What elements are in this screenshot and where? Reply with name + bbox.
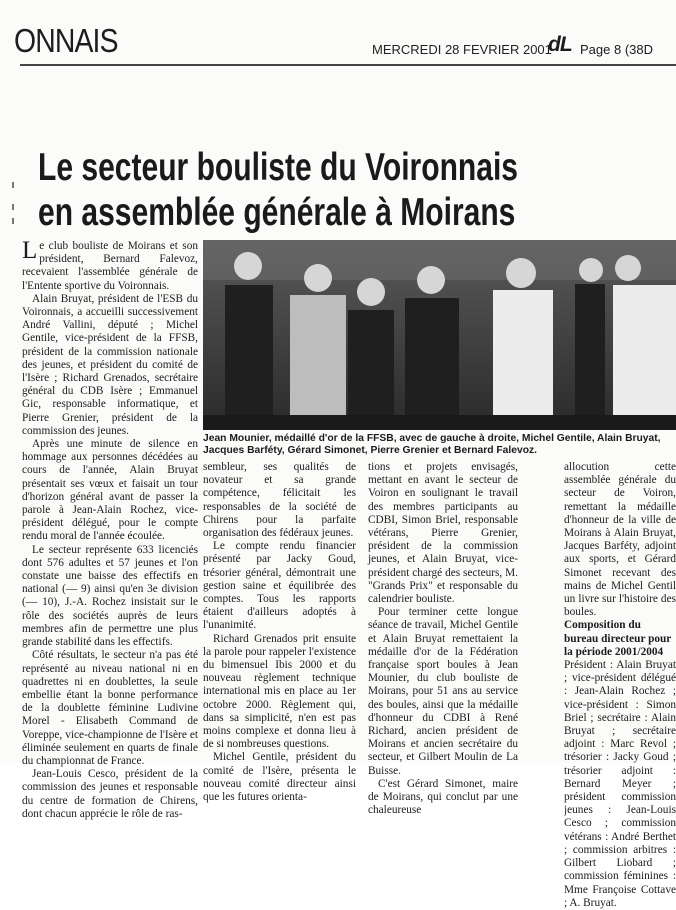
header-rule (20, 64, 676, 66)
headline-line-2: en assemblée générale à Moirans (38, 191, 516, 234)
headline-line-1: Le secteur bouliste du Voironnais (38, 146, 519, 189)
paragraph: e club bouliste de Moirans et son président, Bernard Falevoz, recevaient l'assemblée générale de l'Entente sportive du Voironnais. (22, 240, 198, 292)
paragraph: Richard Grenados prit ensuite la parole pour rappeler l'existence du bimensuel Ibis 2000 et du nouveau règlement technique international mis en place au 1er octobre 2000. Règlement qui, dans sa simplicité, n'en est pas moins complexe et donna lieu à de si nombreuses questions. (203, 632, 356, 751)
photo-caption: Jean Mounier, médaillé d'or de la FFSB, avec de gauche à droite, Michel Gentile, Alain Bruyat, Jacques Barféty, Gérard Simonet, Pierre Grenier et Bernard Falevoz. (203, 433, 661, 457)
paragraph: sembleur, ses qualités de novateur et sa grande compétence, félicitait les responsables de la société de Chirens pour la parfaite organisation des fédéraux jeunes. (203, 461, 356, 540)
article-column-3 (368, 461, 518, 817)
article-column-1 (22, 237, 198, 821)
paragraph: Jean-Louis Cesco, président de la commission des jeunes et responsable du centre de formation de Chirens, dont chacun apprécie le rôle de ras- (22, 768, 198, 820)
paragraph: tions et projets envisagés, mettant en avant le secteur de Voiron en soulignant le travail des membres participants au CDBI, Simon Briel, responsable vétérans, Pierre Grenier, président de la commission jeunes, et Alain Bruyat, vice-président chargé des secteurs, M. "Grands Prix" et responsable du calendrier bouliste. (368, 461, 518, 606)
photo-image (203, 240, 676, 430)
paragraph: Le compte rendu financier présenté par Jacky Goud, trésorier général, démontrait une gestion saine et équilibrée des comptes. Tous les rapports étaient d'ailleurs adoptés à l'unanimité. (203, 540, 356, 632)
issue-date: MERCREDI 28 FEVRIER 2001 (372, 42, 552, 57)
paragraph: allocution cette assemblée générale du secteur de Voiron, remettant la médaille d'honneur de la ville de Moirans à Alain Bruyat, Jacques Barféty, adjoint aux sports, et Gérard Simonet recevant des mains de Michel Gentil un livre sur l'histoire des boules. (564, 461, 676, 619)
paragraph: Le secteur représente 633 licenciés dont 576 adultes et 57 jeunes et l'on constate une baisse des effectifs en national (— 9) ainsi qu'en 3e division (— 10), J.-A. Rochez insistait sur le rôle des sociétés auprès de leurs membres afin de permettre une plus grande stabilité dans les effectifs. (22, 543, 198, 649)
board-composition: Président : Alain Bruyat ; vice-président délégué : Jean-Alain Rochez ; vice-président : Simon Briel ; secrétaire : Alain Bruyat ; secrétaire adjoint : Marc Revol ; trésorier : Jacky Goud ; trésorier adjoint : Bernard Meyer ; président commission jeunes : Jean-Louis Cesco ; commission vétérans : André Berthet ; commission arbitres : Gilbert Liobard ; commission féminines : Mme Françoise Cottave ; A. Bruyat. (564, 659, 676, 909)
paragraph: Après une minute de silence en hommage aux personnes décédées au cours de l'année, Alain Bruyat présentait ses vœux et faisait un tour d'horizon général avant de passer la parole à Jean-Alain Rochez, vice-président délégué, pour le compte rendu moral de l'année écoulée. (22, 438, 198, 543)
paragraph: Alain Bruyat, président de l'ESB du Voironnais, a accueilli successivement André Vallini, député ; Michel Gentile, vice-président de la FFSB, président de la commission nationale des jeunes, et président du comité de l'Isère ; Richard Grenados, secrétaire général du CDB Isère ; Emmanuel Gic, responsable informatique, et Pierre Grenier, président de la commission des jeunes. (22, 292, 198, 437)
paragraph: Michel Gentile, président du comité de l'Isère, présenta le nouveau comité directeur ainsi que les futures orienta- (203, 751, 356, 804)
paragraph: Pour terminer cette longue séance de travail, Michel Gentile et Alain Bruyat remettaient la médaille d'or de la Fédération française sport boules à Jean Mounier, du club bouliste de Moirans, pour 51 ans au service des boules, ainsi que la médaille d'honneur du CDBI à René Richard, ancien président de Moirans et ancien secrétaire du secteur, et Gilbert Moulin de La Buisse. (368, 606, 518, 777)
group-photo (203, 240, 676, 430)
board-heading: Composition du bureau directeur pour la période 2001/2004 (564, 619, 672, 658)
article-headline (38, 145, 592, 235)
newspaper-logo: dL (548, 33, 572, 56)
page-number: Page 8 (38D (580, 42, 653, 57)
section-title: ONNAIS (14, 22, 118, 59)
article-column-2 (203, 461, 356, 804)
paragraph: Côté résultats, le secteur n'a pas été représenté au niveau national ni en quadrettes ni en doublettes, la seule embellie étant la bonne performance de la doublette féminine Ludivine Morel - Elisabeth Command de Voreppe, vice-championne de l'Isère et éliminée seulement en quarts de finale du championnat de France. (22, 649, 198, 767)
article-column-4 (564, 461, 676, 910)
drop-cap: L (22, 237, 38, 264)
paragraph: C'est Gérard Simonet, maire de Moirans, qui conclut par une chaleureuse (368, 777, 518, 817)
